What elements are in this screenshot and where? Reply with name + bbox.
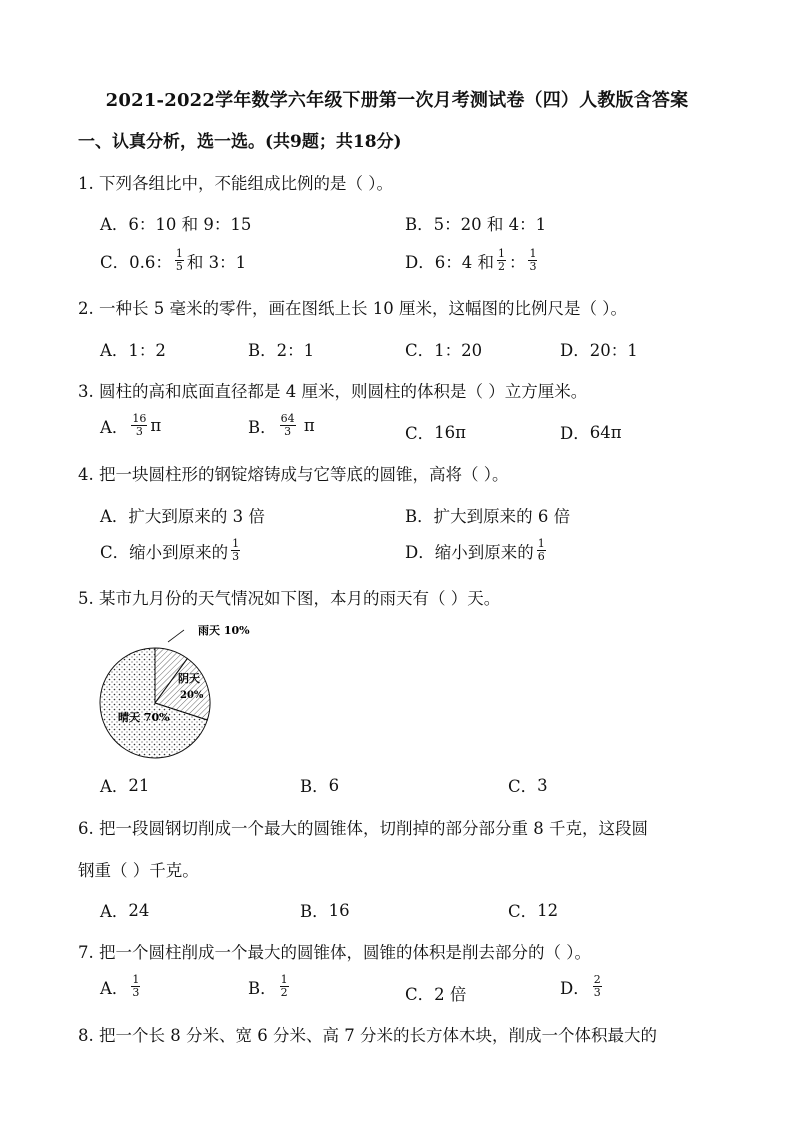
q2-option-a: A． 1：2 [100,341,166,360]
fraction: $\frac{64}{3}$ [280,412,295,438]
fraction: $\frac{2}{3}$ [593,973,601,999]
fraction: $\frac{1}{3}$ [529,247,537,273]
q3-option-a: A． $\frac{16}{3}$ π [100,412,162,438]
q5-option-a: A． 21 [100,775,150,796]
q4-option-d: D． 缩小到原来的 $\frac{1}{6}$ [405,537,545,563]
label-cloudy-value: 20% [180,690,204,701]
question-3: 3. 圆柱的高和底面直径都是 4 厘米，则圆柱的体积是（ ）立方厘米。 [78,382,588,401]
section-heading: 一、认真分析，选一选。(共9题；共18分) [78,132,402,152]
q5-option-b: B． 6 [300,775,340,796]
q6-option-c: C． 12 [508,900,559,921]
q4-option-c: C． 缩小到原来的 $\frac{1}{3}$ [100,537,240,563]
rain-leader-line [168,630,184,642]
fraction: $\frac{1}{3}$ [132,973,140,999]
q1-option-b: B． 5：20 和 4：1 [405,215,547,234]
fraction: $\frac{1}{2}$ [280,973,288,999]
q2-option-c: C． 1：20 [405,341,483,360]
fraction: $\frac{1}{5}$ [175,247,183,273]
q7-option-c: C． 2 倍 [405,985,467,1004]
q6-option-b: B． 16 [300,900,350,921]
question-6-continued: 钢重（ ）千克。 [78,861,199,880]
fraction: $\frac{1}{3}$ [232,537,240,563]
question-7: 7. 把一个圆柱削成一个最大的圆锥体，圆锥的体积是削去部分的（ ）。 [78,943,591,962]
question-1: 1. 下列各组比中，不能组成比例的是（ ）。 [78,174,393,193]
question-2: 2. 一种长 5 毫米的零件，画在图纸上长 10 厘米，这幅图的比例尺是（ ）。 [78,299,627,318]
q2-option-d: D． 20：1 [560,341,638,360]
question-4: 4. 把一块圆柱形的钢锭熔铸成与它等底的圆锥，高将（ ）。 [78,465,509,484]
fraction: $\frac{1}{2}$ [497,247,505,273]
q3-option-d: D． 64π [560,422,622,443]
question-8: 8. 把一个长 8 分米、宽 6 分米、高 7 分米的长方体木块，削成一个体积最大的 [78,1026,657,1045]
q1-option-c: C． 0.6： $\frac{1}{5}$ 和 3：1 [100,247,247,273]
fraction: $\frac{16}{3}$ [132,412,147,438]
document-title: 2021-2022学年数学六年级下册第一次月考测试卷（四）人教版含答案 [105,90,689,111]
q7-option-d: D． $\frac{2}{3}$ [560,973,601,999]
q5-option-c: C． 3 [508,775,548,796]
weather-pie-chart [98,618,250,768]
q1-option-d: D． 6：4 和 $\frac{1}{2}$ ： $\frac{1}{3}$ [405,247,537,273]
q6-option-a: A． 24 [100,900,150,921]
fraction: $\frac{1}{6}$ [537,537,545,563]
q3-option-b: B． $\frac{64}{3}$ π [248,412,315,438]
q7-option-a: A． $\frac{1}{3}$ [100,973,140,999]
q2-option-b: B． 2：1 [248,341,315,360]
q1-option-a: A． 6：10 和 9：15 [100,215,252,234]
label-rain: 雨天 10% [198,624,250,637]
label-cloudy-name: 阴天 [178,672,200,685]
label-sunny: 晴天 70% [118,711,170,724]
q4-option-b: B． 扩大到原来的 6 倍 [405,507,571,526]
q7-option-b: B． $\frac{1}{2}$ [248,973,288,999]
question-6: 6. 把一段圆钢切削成一个最大的圆锥体，切削掉的部分部分重 8 千克，这段圆 [78,819,648,838]
question-5: 5. 某市九月份的天气情况如下图，本月的雨天有（ ）天。 [78,589,501,608]
q3-option-c: C． 16π [405,422,466,443]
q4-option-a: A． 扩大到原来的 3 倍 [100,507,265,526]
